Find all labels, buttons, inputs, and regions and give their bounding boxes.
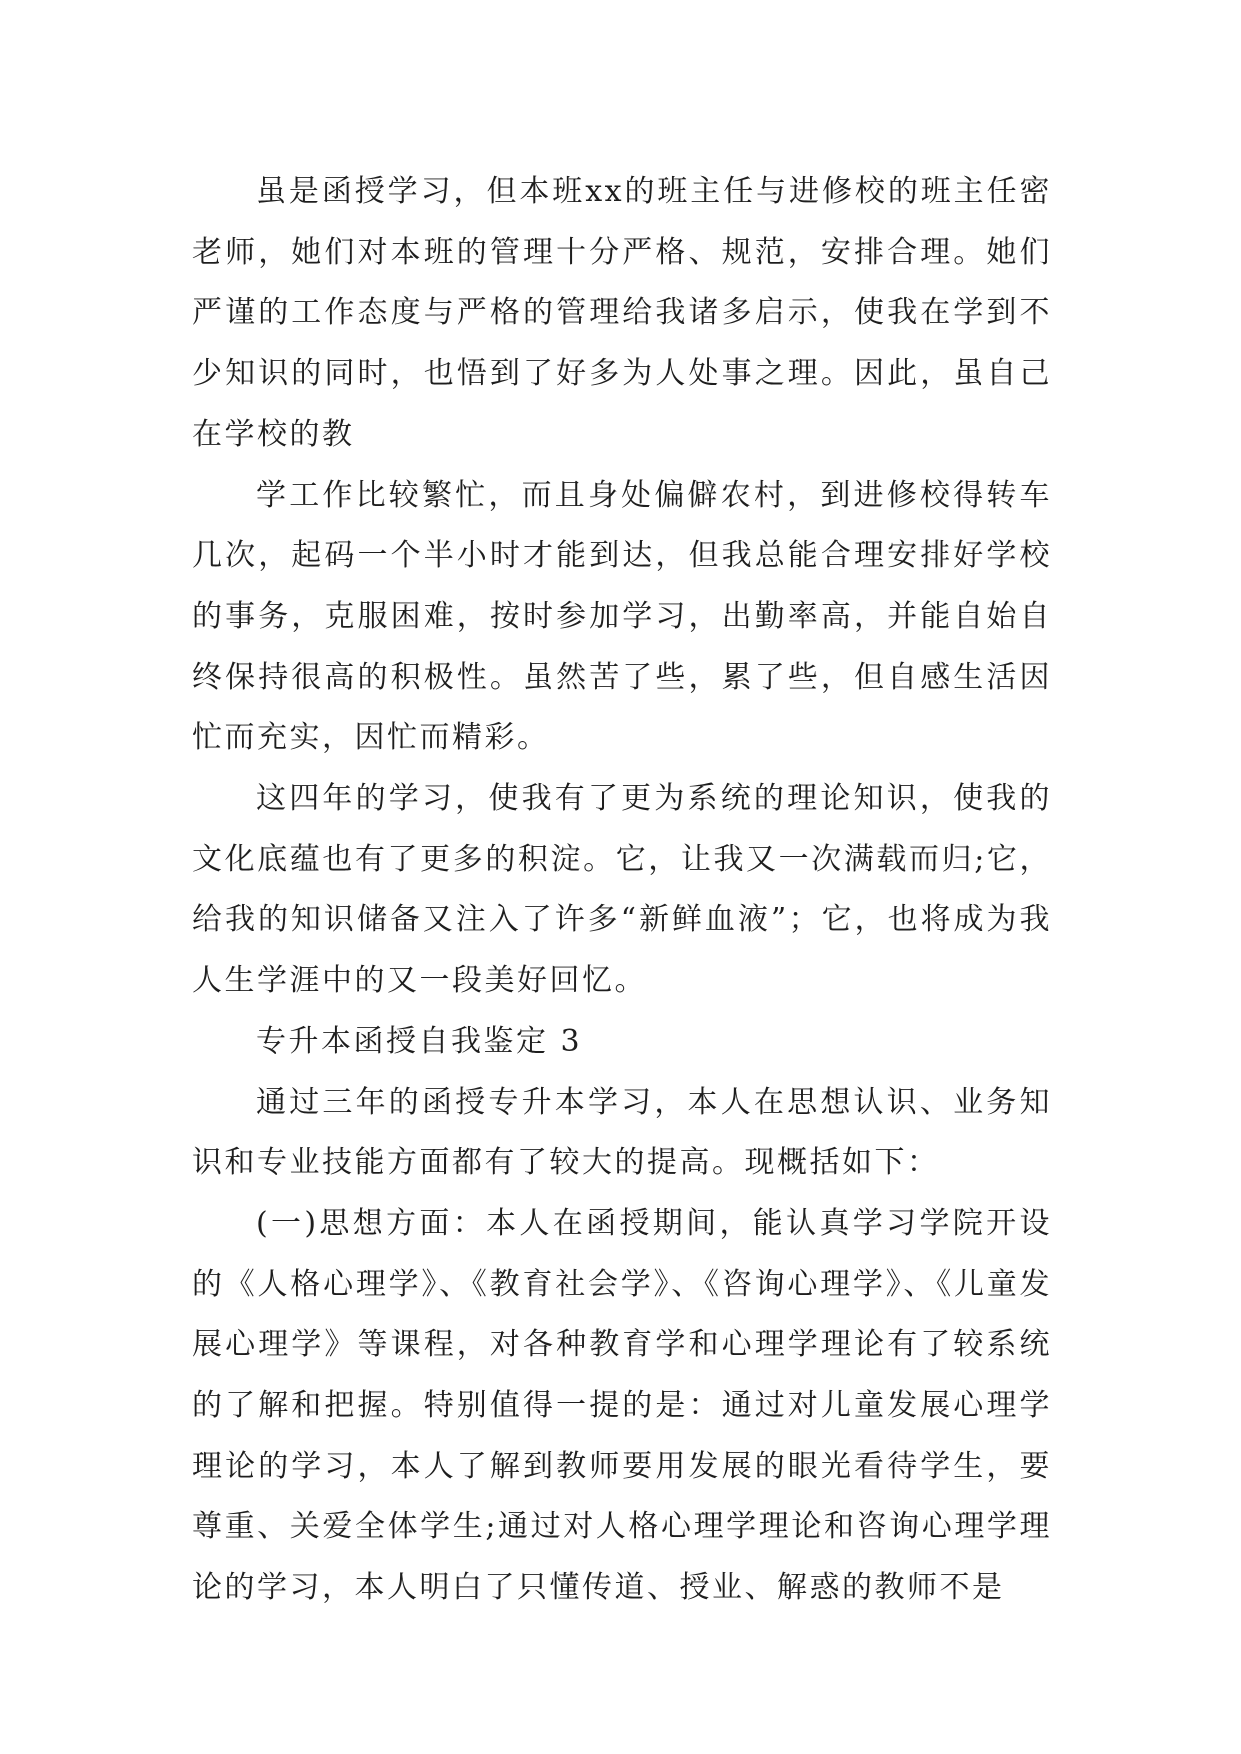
paragraph-5: (一)思想方面：本人在函授期间，能认真学习学院开设的《人格心理学》、《教育社会学》、《咨询心理学》、《儿童发展心理学》等课程，对各种教育学和心理学理论有了较系统的了解和把握。特别值得一提的是：通过对儿童发展心理学理论的学习，本人了解到教师要用发展的眼光看待学生，要尊重、关爱全体学生;通过对人格心理学理论和咨询心理学理论的学习，本人明白了只懂传道、授业、解惑的教师不是 xyxy=(192,1205,1052,1606)
paragraph-1: 虽是函授学习，但本班xx的班主任与进修校的班主任密老师，她们对本班的管理十分严格、规范，安排合理。她们严谨的工作态度与严格的管理给我诸多启示，使我在学到不少知识的同时，也悟到了好多为人处事之理。因此，虽自己在学校的教 xyxy=(192,174,1052,452)
paragraph-3: 这四年的学习，使我有了更为系统的理论知识，使我的文化底蕴也有了更多的积淀。它，让我又一次满载而归;它，给我的知识储备又注入了许多“新鲜血液”；它，也将成为我人生学涯中的又一段美好回忆。 xyxy=(192,781,1052,999)
section-heading: 专升本函授自我鉴定 3 xyxy=(256,1023,583,1059)
paragraph-4: 通过三年的函授专升本学习，本人在思想认识、业务知识和专业技能方面都有了较大的提高。现概括如下： xyxy=(192,1084,1052,1181)
document-body xyxy=(192,162,1052,1619)
paragraph-2: 学工作比较繁忙，而且身处偏僻农村，到进修校得转车几次，起码一个半小时才能到达，但我总能合理安排好学校的事务，克服困难，按时参加学习，出勤率高，并能自始自终保持很高的积极性。虽然苦了些，累了些，但自感生活因忙而充实，因忙而精彩。 xyxy=(192,477,1052,756)
